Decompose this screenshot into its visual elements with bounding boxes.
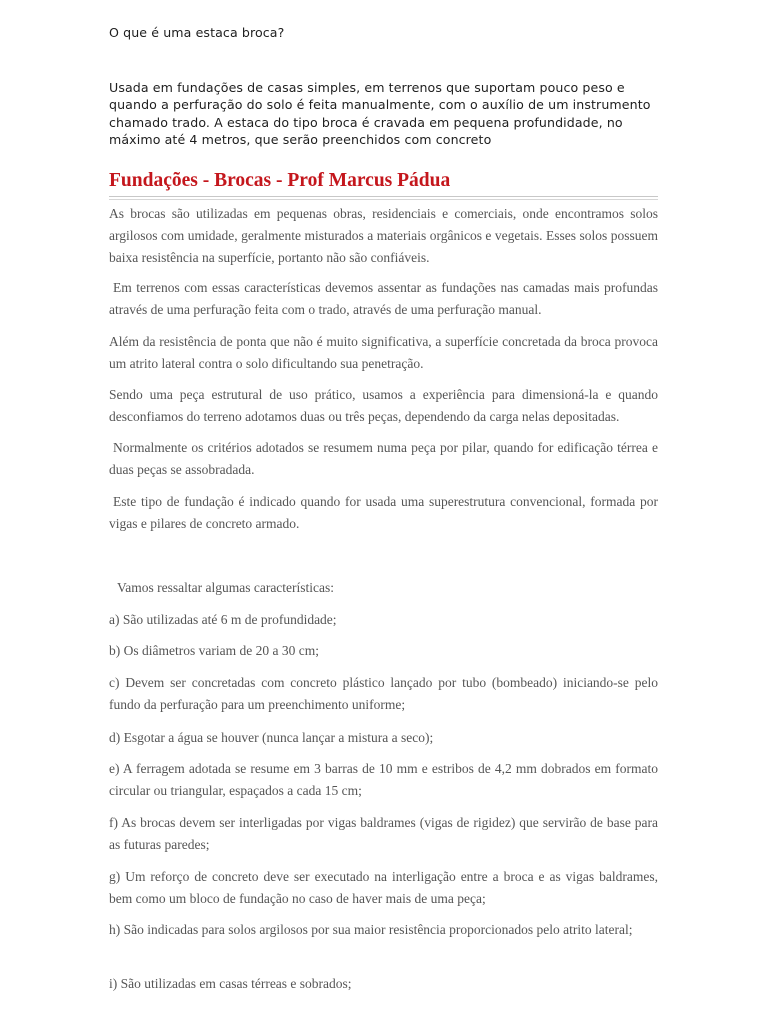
feature-item: i) São utilizadas em casas térreas e sobrados; (109, 976, 352, 991)
article-paragraph: Além da resistência de ponta que não é muito significativa, a superfície concretada da broca provoca um atrito lateral contra o solo dificultando sua penetração. (109, 334, 658, 372)
article-paragraph: Este tipo de fundação é indicado quando for usada uma superestrutura convencional, formada por vigas e pilares de concreto armado. (109, 494, 658, 532)
intro-answer: Usada em fundações de casas simples, em terrenos que suportam pouco peso e quando a perfuração do solo é feita manualmente, com o auxílio de um instrumento chamado trado. A estaca do tipo broca é cravada em pequena profundidade, no máximo até 4 metros, que serão preenchidos com concreto (109, 80, 651, 147)
feature-item: b) Os diâmetros variam de 20 a 30 cm; (109, 643, 319, 658)
title-divider-secondary (109, 199, 658, 200)
feature-item: a) São utilizadas até 6 m de profundidade; (109, 612, 337, 627)
title-divider (109, 196, 658, 197)
features-intro: Vamos ressaltar algumas características: (117, 580, 335, 595)
article-paragraph: Em terrenos com essas características devemos assentar as fundações nas camadas mais profundas através de uma perfuração feita com o trado, através de uma perfuração manual. (109, 280, 658, 318)
article-paragraph: Normalmente os critérios adotados se resumem numa peça por pilar, quando for edificação térrea e duas peças se assobradada. (109, 440, 658, 478)
article-paragraph: As brocas são utilizadas em pequenas obras, residenciais e comerciais, onde encontramos solos argilosos com umidade, geralmente misturados a materiais orgânicos e vegetais. Esses solos possuem baixa resistência na superfície, portanto não são confiáveis. (109, 206, 658, 266)
feature-item: f) As brocas devem ser interligadas por vigas baldrames (vigas de rigidez) que servirão de base para as futuras paredes; (109, 815, 658, 853)
feature-item: e) A ferragem adotada se resume em 3 barras de 10 mm e estribos de 4,2 mm dobrados em formato circular ou triangular, espaçados a cada 15 cm; (109, 761, 658, 799)
article-title: Fundações - Brocas - Prof Marcus Pádua (109, 170, 451, 191)
feature-item: d) Esgotar a água se houver (nunca lançar a mistura a seco); (109, 730, 434, 745)
feature-item: c) Devem ser concretadas com concreto plástico lançado por tubo (bombeado) iniciando-se pelo fundo da perfuração para um preenchimento uniforme; (109, 675, 658, 713)
feature-item: h) São indicadas para solos argilosos por sua maior resistência proporcionados pelo atrito lateral; (109, 922, 633, 937)
intro-question: O que é uma estaca broca? (109, 25, 285, 40)
feature-item: g) Um reforço de concreto deve ser executado na interligação entre a broca e as vigas baldrames, bem como um bloco de fundação no caso de haver mais de uma peça; (109, 869, 658, 907)
article-paragraph: Sendo uma peça estrutural de uso prático, usamos a experiência para dimensioná-la e quando desconfiamos do terreno adotamos duas ou três peças, dependendo da carga nelas depositadas. (109, 387, 658, 425)
